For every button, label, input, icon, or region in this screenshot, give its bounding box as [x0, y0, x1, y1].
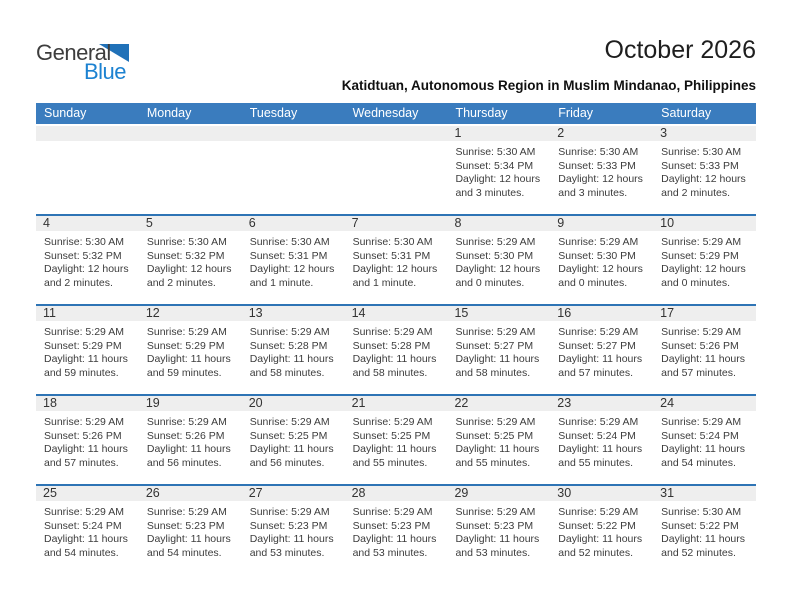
detail-line: Daylight: 12 hours: [146, 263, 232, 276]
detail-line: Daylight: 12 hours: [455, 263, 541, 276]
general-blue-logo: [36, 40, 176, 86]
day-number: 26: [139, 486, 242, 501]
detail-line: Sunrise: 5:29 AM: [146, 326, 227, 338]
detail-line: and 58 minutes.: [455, 366, 531, 379]
day-number: 19: [139, 396, 242, 411]
detail-line: and 1 minute.: [352, 276, 417, 289]
day-number: 22: [447, 396, 550, 411]
detail-line: Sunset: 5:32 PM: [146, 249, 225, 262]
weekday-header-friday: Friday: [558, 106, 594, 120]
detail-line: Sunset: 5:25 PM: [249, 429, 328, 442]
detail-line: Sunset: 5:33 PM: [558, 159, 636, 172]
day-number: 10: [653, 216, 756, 231]
day-details: [345, 141, 448, 146]
detail-line: Daylight: 12 hours: [352, 263, 438, 276]
calendar-weeks: [36, 126, 756, 574]
day-number: 29: [447, 486, 550, 501]
day-details: [447, 141, 550, 200]
day-details: [550, 501, 653, 560]
week-row-3: [36, 304, 756, 394]
weekday-header-sunday: Sunday: [44, 106, 87, 120]
day-details: [447, 411, 550, 470]
detail-line: Sunset: 5:32 PM: [44, 249, 122, 262]
day-cell-22: [447, 396, 550, 484]
weekday-header-wednesday: Wednesday: [352, 106, 419, 120]
day-cell-12: [139, 306, 242, 394]
detail-line: Daylight: 11 hours: [249, 533, 334, 546]
detail-line: Daylight: 11 hours: [558, 533, 643, 546]
day-details: [242, 321, 345, 380]
day-details: [139, 501, 242, 560]
detail-line: and 59 minutes.: [44, 366, 119, 379]
detail-line: Sunset: 5:26 PM: [44, 429, 122, 442]
day-details: [139, 141, 242, 146]
detail-line: Daylight: 12 hours: [661, 263, 746, 276]
weekday-header-monday: Monday: [146, 106, 192, 120]
detail-line: and 58 minutes.: [352, 366, 428, 379]
detail-line: Sunrise: 5:29 AM: [558, 506, 639, 518]
detail-line: Sunrise: 5:29 AM: [661, 416, 742, 428]
detail-line: Sunset: 5:34 PM: [455, 159, 534, 172]
day-details: [653, 501, 756, 560]
detail-line: Sunset: 5:22 PM: [661, 519, 739, 532]
detail-line: Sunrise: 5:29 AM: [352, 326, 433, 338]
detail-line: and 56 minutes.: [249, 456, 325, 469]
detail-line: Sunset: 5:33 PM: [661, 159, 739, 172]
detail-line: Sunset: 5:29 PM: [44, 339, 122, 352]
day-cell-28: [345, 486, 448, 574]
day-number: 24: [653, 396, 756, 411]
detail-line: Sunset: 5:29 PM: [661, 249, 739, 262]
day-number: 13: [242, 306, 345, 321]
detail-line: Daylight: 12 hours: [558, 173, 643, 186]
detail-line: Sunset: 5:25 PM: [352, 429, 431, 442]
detail-line: Sunrise: 5:29 AM: [455, 236, 536, 248]
logo-text-blue: Blue: [84, 59, 127, 84]
detail-line: and 52 minutes.: [558, 546, 634, 559]
detail-line: and 0 minutes.: [661, 276, 731, 289]
day-cell-9: [550, 216, 653, 304]
day-number: [36, 126, 139, 141]
day-details: [550, 411, 653, 470]
detail-line: and 54 minutes.: [146, 546, 222, 559]
detail-line: Sunset: 5:28 PM: [352, 339, 431, 352]
day-cell-26: [139, 486, 242, 574]
detail-line: Sunrise: 5:29 AM: [661, 326, 742, 338]
month-title: October 2026: [604, 36, 756, 64]
day-details: [550, 141, 653, 200]
detail-line: and 56 minutes.: [146, 456, 222, 469]
detail-line: and 55 minutes.: [558, 456, 634, 469]
detail-line: Sunrise: 5:29 AM: [146, 416, 227, 428]
detail-line: Sunrise: 5:30 AM: [455, 146, 536, 158]
detail-line: Sunrise: 5:29 AM: [44, 506, 124, 518]
week-row-1: [36, 126, 756, 214]
day-number: 6: [242, 216, 345, 231]
detail-line: and 2 minutes.: [661, 186, 731, 199]
detail-line: Sunrise: 5:30 AM: [44, 236, 124, 248]
detail-line: Daylight: 11 hours: [44, 443, 128, 456]
day-cell-empty: [242, 126, 345, 214]
day-number: 5: [139, 216, 242, 231]
detail-line: Sunrise: 5:29 AM: [249, 326, 330, 338]
weekday-header-saturday: Saturday: [661, 106, 712, 120]
detail-line: Sunrise: 5:29 AM: [249, 506, 330, 518]
day-details: [447, 321, 550, 380]
detail-line: Sunset: 5:26 PM: [661, 339, 739, 352]
day-cell-empty: [345, 126, 448, 214]
day-cell-30: [550, 486, 653, 574]
detail-line: Daylight: 12 hours: [455, 173, 541, 186]
detail-line: Daylight: 11 hours: [249, 443, 334, 456]
day-cell-20: [242, 396, 345, 484]
day-details: [345, 321, 448, 380]
detail-line: Daylight: 11 hours: [661, 443, 746, 456]
day-cell-15: [447, 306, 550, 394]
day-cell-10: [653, 216, 756, 304]
detail-line: Daylight: 11 hours: [146, 443, 231, 456]
day-details: [242, 141, 345, 146]
day-number: 23: [550, 396, 653, 411]
detail-line: Sunrise: 5:29 AM: [352, 416, 433, 428]
day-number: [345, 126, 448, 141]
day-cell-3: [653, 126, 756, 214]
detail-line: and 0 minutes.: [455, 276, 525, 289]
detail-line: Daylight: 11 hours: [661, 353, 746, 366]
day-details: [345, 411, 448, 470]
day-details: [653, 321, 756, 380]
detail-line: and 52 minutes.: [661, 546, 736, 559]
detail-line: Sunset: 5:23 PM: [249, 519, 328, 532]
day-details: [36, 321, 139, 380]
day-number: 28: [345, 486, 448, 501]
day-number: 3: [653, 126, 756, 141]
detail-line: Sunrise: 5:29 AM: [558, 326, 639, 338]
detail-line: Sunset: 5:23 PM: [352, 519, 431, 532]
day-details: [36, 411, 139, 470]
detail-line: and 58 minutes.: [249, 366, 325, 379]
week-row-4: [36, 394, 756, 484]
day-details: [242, 501, 345, 560]
detail-line: Sunset: 5:23 PM: [146, 519, 225, 532]
detail-line: Sunrise: 5:29 AM: [558, 236, 639, 248]
detail-line: Daylight: 11 hours: [44, 533, 128, 546]
weekday-header-thursday: Thursday: [455, 106, 508, 120]
detail-line: and 1 minute.: [249, 276, 314, 289]
day-details: [345, 231, 448, 290]
day-details: [36, 231, 139, 290]
day-number: 31: [653, 486, 756, 501]
detail-line: Sunset: 5:30 PM: [558, 249, 636, 262]
detail-line: and 57 minutes.: [44, 456, 119, 469]
day-cell-31: [653, 486, 756, 574]
detail-line: and 53 minutes.: [455, 546, 531, 559]
day-cell-empty: [36, 126, 139, 214]
detail-line: Sunrise: 5:29 AM: [455, 416, 536, 428]
detail-line: Sunset: 5:31 PM: [249, 249, 328, 262]
detail-line: Sunset: 5:23 PM: [455, 519, 534, 532]
detail-line: Sunrise: 5:30 AM: [352, 236, 433, 248]
day-cell-27: [242, 486, 345, 574]
detail-line: and 2 minutes.: [146, 276, 216, 289]
day-cell-24: [653, 396, 756, 484]
day-number: 30: [550, 486, 653, 501]
day-number: 8: [447, 216, 550, 231]
day-details: [242, 231, 345, 290]
day-number: 4: [36, 216, 139, 231]
detail-line: and 55 minutes.: [455, 456, 531, 469]
day-details: [447, 501, 550, 560]
day-details: [447, 231, 550, 290]
detail-line: Sunset: 5:28 PM: [249, 339, 328, 352]
day-number: 12: [139, 306, 242, 321]
day-cell-4: [36, 216, 139, 304]
day-details: [550, 231, 653, 290]
day-number: 11: [36, 306, 139, 321]
detail-line: and 0 minutes.: [558, 276, 628, 289]
logo-text-general: General: [36, 40, 111, 65]
detail-line: and 2 minutes.: [44, 276, 113, 289]
detail-line: Sunrise: 5:29 AM: [44, 416, 124, 428]
detail-line: and 57 minutes.: [558, 366, 634, 379]
detail-line: Sunset: 5:24 PM: [661, 429, 739, 442]
day-number: 9: [550, 216, 653, 231]
day-cell-2: [550, 126, 653, 214]
day-details: [139, 231, 242, 290]
day-cell-29: [447, 486, 550, 574]
detail-line: Daylight: 11 hours: [352, 533, 437, 546]
detail-line: Sunrise: 5:30 AM: [558, 146, 639, 158]
day-number: 21: [345, 396, 448, 411]
detail-line: Sunrise: 5:29 AM: [146, 506, 227, 518]
day-number: 15: [447, 306, 550, 321]
day-number: 25: [36, 486, 139, 501]
detail-line: Daylight: 11 hours: [352, 353, 437, 366]
detail-line: Sunrise: 5:29 AM: [661, 236, 742, 248]
detail-line: Daylight: 11 hours: [352, 443, 437, 456]
detail-line: and 57 minutes.: [661, 366, 736, 379]
calendar-table: [36, 103, 756, 574]
detail-line: and 3 minutes.: [558, 186, 628, 199]
weekday-header-row: [36, 103, 756, 124]
day-cell-6: [242, 216, 345, 304]
day-number: [242, 126, 345, 141]
day-details: [139, 411, 242, 470]
detail-line: Sunrise: 5:29 AM: [455, 506, 536, 518]
day-number: 14: [345, 306, 448, 321]
detail-line: and 55 minutes.: [352, 456, 428, 469]
detail-line: Sunrise: 5:30 AM: [146, 236, 227, 248]
day-number: 2: [550, 126, 653, 141]
day-cell-5: [139, 216, 242, 304]
day-cell-21: [345, 396, 448, 484]
detail-line: Sunset: 5:24 PM: [558, 429, 636, 442]
detail-line: Daylight: 12 hours: [44, 263, 129, 276]
day-number: [139, 126, 242, 141]
day-details: [653, 141, 756, 200]
detail-line: Daylight: 11 hours: [558, 443, 643, 456]
day-number: 18: [36, 396, 139, 411]
detail-line: Sunset: 5:31 PM: [352, 249, 431, 262]
detail-line: Sunrise: 5:30 AM: [661, 506, 742, 518]
detail-line: Sunrise: 5:29 AM: [352, 506, 433, 518]
detail-line: Sunset: 5:22 PM: [558, 519, 636, 532]
day-details: [345, 501, 448, 560]
day-number: 20: [242, 396, 345, 411]
detail-line: Sunset: 5:29 PM: [146, 339, 225, 352]
detail-line: Sunrise: 5:29 AM: [455, 326, 536, 338]
detail-line: and 3 minutes.: [455, 186, 525, 199]
detail-line: and 53 minutes.: [352, 546, 428, 559]
location-subtitle: Katidtuan, Autonomous Region in Muslim Mindanao, Philippines: [341, 78, 756, 93]
detail-line: Daylight: 11 hours: [455, 443, 540, 456]
detail-line: Daylight: 11 hours: [455, 533, 540, 546]
detail-line: Daylight: 11 hours: [146, 353, 231, 366]
detail-line: Sunset: 5:27 PM: [558, 339, 636, 352]
detail-line: Daylight: 12 hours: [249, 263, 335, 276]
day-cell-17: [653, 306, 756, 394]
day-details: [550, 321, 653, 380]
day-cell-11: [36, 306, 139, 394]
detail-line: Daylight: 11 hours: [558, 353, 643, 366]
detail-line: Daylight: 11 hours: [44, 353, 128, 366]
day-cell-1: [447, 126, 550, 214]
detail-line: Daylight: 11 hours: [249, 353, 334, 366]
detail-line: Daylight: 11 hours: [455, 353, 540, 366]
detail-line: Daylight: 11 hours: [146, 533, 231, 546]
detail-line: Sunset: 5:25 PM: [455, 429, 534, 442]
day-details: [36, 501, 139, 560]
detail-line: Sunrise: 5:30 AM: [661, 146, 742, 158]
day-cell-empty: [139, 126, 242, 214]
day-details: [242, 411, 345, 470]
detail-line: and 54 minutes.: [44, 546, 119, 559]
detail-line: Sunrise: 5:30 AM: [249, 236, 330, 248]
detail-line: Sunset: 5:27 PM: [455, 339, 534, 352]
week-row-5: [36, 484, 756, 574]
detail-line: Sunrise: 5:29 AM: [44, 326, 124, 338]
detail-line: and 59 minutes.: [146, 366, 222, 379]
day-cell-23: [550, 396, 653, 484]
day-details: [36, 141, 139, 146]
day-details: [139, 321, 242, 380]
detail-line: Daylight: 11 hours: [661, 533, 746, 546]
day-cell-18: [36, 396, 139, 484]
day-cell-16: [550, 306, 653, 394]
detail-line: Daylight: 12 hours: [661, 173, 746, 186]
detail-line: Sunset: 5:24 PM: [44, 519, 122, 532]
detail-line: Sunset: 5:26 PM: [146, 429, 225, 442]
day-number: 17: [653, 306, 756, 321]
detail-line: Sunset: 5:30 PM: [455, 249, 534, 262]
day-cell-25: [36, 486, 139, 574]
week-row-2: [36, 214, 756, 304]
day-cell-8: [447, 216, 550, 304]
day-number: 16: [550, 306, 653, 321]
detail-line: and 53 minutes.: [249, 546, 325, 559]
day-details: [653, 411, 756, 470]
day-details: [653, 231, 756, 290]
detail-line: Sunrise: 5:29 AM: [558, 416, 639, 428]
day-number: 1: [447, 126, 550, 141]
detail-line: and 54 minutes.: [661, 456, 736, 469]
day-cell-19: [139, 396, 242, 484]
detail-line: Sunrise: 5:29 AM: [249, 416, 330, 428]
day-cell-13: [242, 306, 345, 394]
day-number: 7: [345, 216, 448, 231]
day-number: 27: [242, 486, 345, 501]
detail-line: Daylight: 12 hours: [558, 263, 643, 276]
day-cell-7: [345, 216, 448, 304]
day-cell-14: [345, 306, 448, 394]
weekday-header-tuesday: Tuesday: [249, 106, 298, 120]
